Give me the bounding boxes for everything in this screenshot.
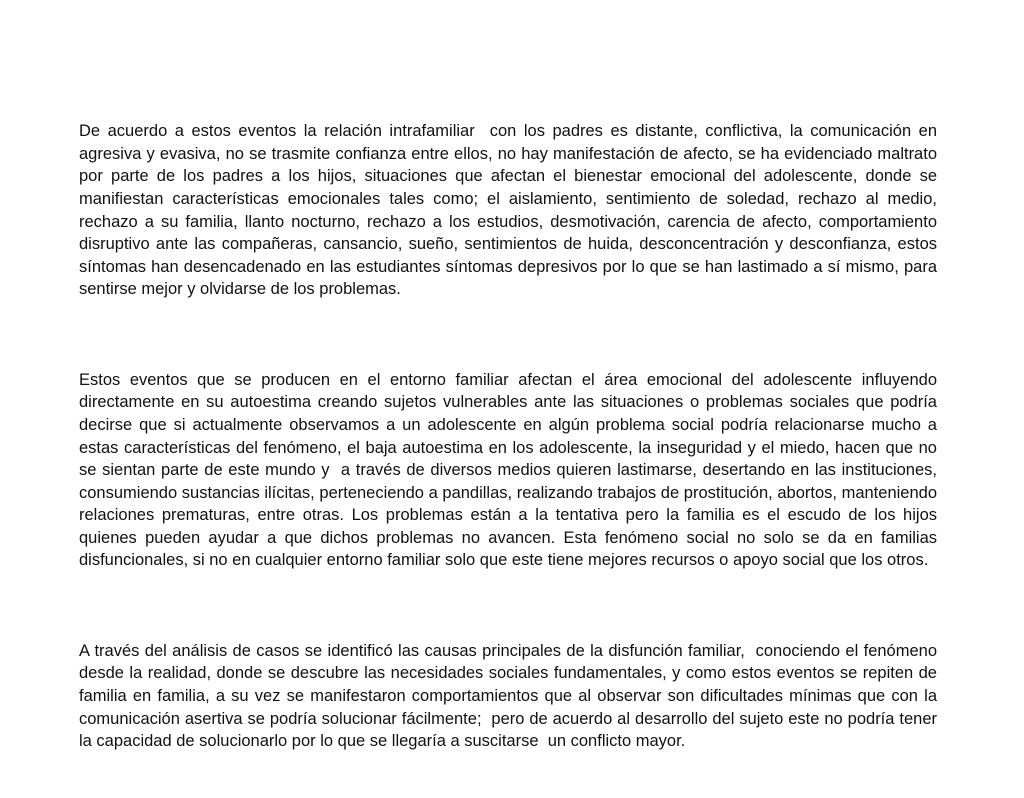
paragraph-3: A través del análisis de casos se identificó las causas principales de la disfunción familiar, conociendo el fenómeno desde la realidad, donde se descubre las necesidades sociales fundamentales, y como estos eventos se repiten de familia en familia, a su vez se manifestaron comportamientos que al observar son dificultades mínimas que con la comunicación asertiva se podría solucionar fácilmente; pero de acuerdo al desarrollo del sujeto este no podría tener la capacidad de solucionarlo por lo que se llegaría a suscitarse un conflicto mayor. [79, 641, 942, 751]
paragraph-2: Estos eventos que se producen en el entorno familiar afectan el área emocional del adolescente influyendo directamente en su autoestima creando sujetos vulnerables ante las situaciones o problemas sociales que podría decirse que si actualmente observamos a un adolescente en algún problema social podría relacionarse mucho a estas características del fenómeno, el baja autoestima en los adolescente, la inseguridad y el miedo, hacen que no se sientan parte de este mundo y a través de diversos medios quieren lastimarse, desertando en las instituciones, consumiendo sustancias ilícitas, perteneciendo a pandillas, realizando trabajos de prostitución, abortos, manteniendo relaciones prematuras, entre otras. Los problemas están a la tentativa pero la familia es el escudo de los hijos quienes pueden ayudar a que dichos problemas no avancen. Esta fenómeno social no solo se da en familias disfuncionales, si no en cualquier entorno familiar solo que este tiene mejores recursos o apoyo social que los otros. [79, 370, 942, 570]
paragraph-1: De acuerdo a estos eventos la relación intrafamiliar con los padres es distante, conflictiva, la comunicación en agresiva y evasiva, no se trasmite confianza entre ellos, no hay manifestación de afecto, se ha evidenciado maltrato por parte de los padres a los hijos, situaciones que afectan el bienestar emocional del adolescente, donde se manifiestan características emocionales tales como; el aislamiento, sentimiento de soledad, rechazo al medio, rechazo a su familia, llanto nocturno, rechazo a los estudios, desmotivación, carencia de afecto, comportamiento disruptivo ante las compañeras, cansancio, sueño, sentimientos de huida, desconcentración y desconfianza, estos síntomas han desencadenado en las estudiantes síntomas depresivos por lo que se han lastimado a sí mismo, para sentirse mejor y olvidarse de los problemas. [79, 122, 942, 299]
text-body [79, 75, 942, 798]
